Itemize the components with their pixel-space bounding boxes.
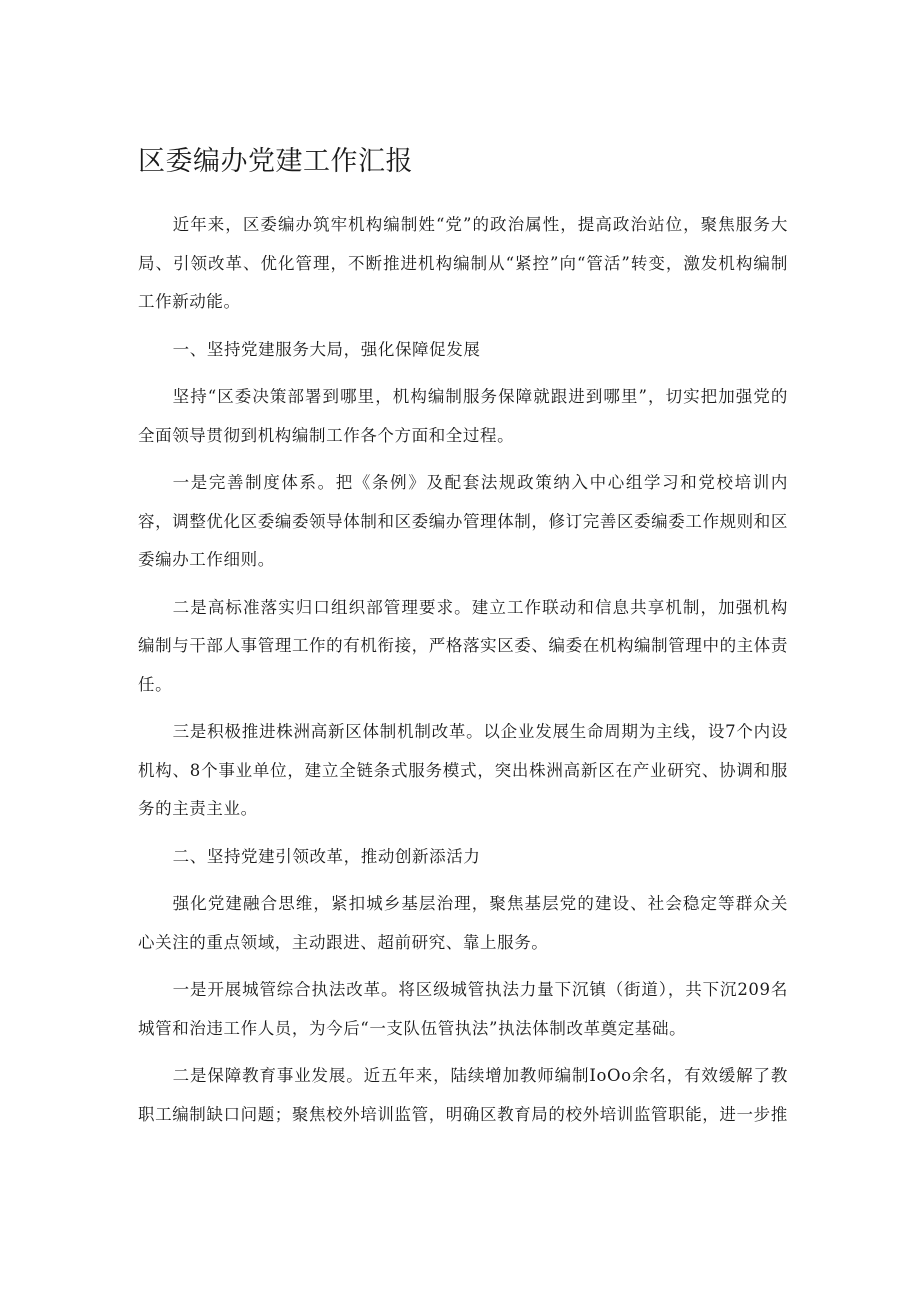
section-1-point-2: 二是高标准落实归口组织部管理要求。建立工作联动和信息共享机制，加强机构编制与干部人事管理工作的有机衔接，严格落实区委、编委在机构编制管理中的主体责任。 <box>138 597 788 694</box>
document-title: 区委编办党建工作汇报 <box>138 146 413 177</box>
section-heading-2: 二、坚持党建引领改革，推动创新添活力 <box>172 846 481 866</box>
document-page <box>138 140 788 1143</box>
section-heading-1: 一、坚持党建服务大局，强化保障促发展 <box>172 339 481 359</box>
section-2-summary: 强化党建融合思维，紧扣城乡基层治理，聚焦基层党的建设、社会稳定等群众关心关注的重点领域，主动跟进、超前研究、靠上服务。 <box>138 894 788 952</box>
section-1-point-3: 三是积极推进株洲高新区体制机制改革。以企业发展生命周期为主线，设7个内设机构、8个事业单位，建立全链条式服务模式，突出株洲高新区在产业研究、协调和服务的主责主业。 <box>138 722 788 818</box>
section-1-point-1: 一是完善制度体系。把《条例》及配套法规政策纳入中心组学习和党校培训内容，调整优化区委编委领导体制和区委编办管理体制，修订完善区委编委工作规则和区委编办工作细则。 <box>138 473 788 569</box>
section-1-summary: 坚持“区委决策部署到哪里，机构编制服务保障就跟进到哪里”，切实把加强党的全面领导贯彻到机构编制工作各个方面和全过程。 <box>138 387 788 445</box>
section-2-point-2: 二是保障教育事业发展。近五年来，陆续增加教师编制IoOo余名，有效缓解了教职工编制缺口问题；聚焦校外培训监管，明确区教育局的校外培训监管职能，进一步推 <box>138 1066 788 1124</box>
section-2-point-1: 一是开展城管综合执法改革。将区级城管执法力量下沉镇（街道），共下沉209名城管和治违工作人员，为今后“一支队伍管执法”执法体制改革奠定基础。 <box>138 980 788 1038</box>
intro-paragraph: 近年来，区委编办筑牢机构编制姓“党”的政治属性，提高政治站位，聚焦服务大局、引领改革、优化管理，不断推进机构编制从“紧控”向“管活”转变，激发机构编制工作新动能。 <box>138 215 788 311</box>
